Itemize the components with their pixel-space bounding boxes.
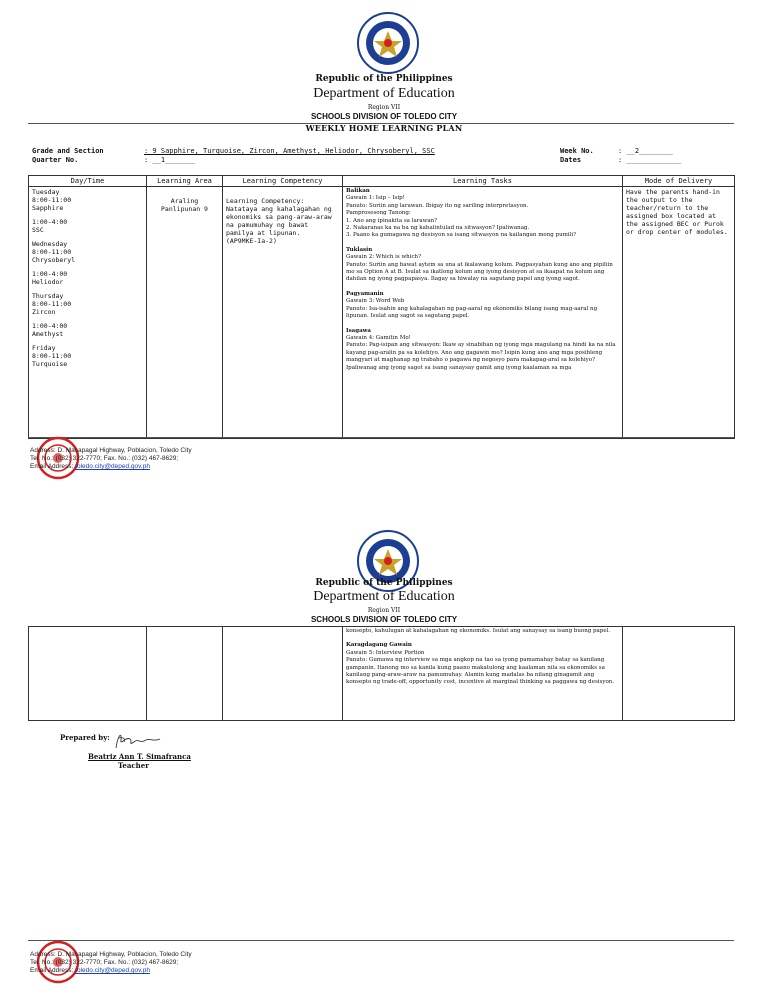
schedule-section: Amethyst (32, 330, 64, 338)
schedule-time: 8:00-11:00 (32, 300, 72, 308)
schedule-section: Sapphire (32, 204, 64, 212)
learning-plan-table-continued (28, 626, 735, 721)
republic-text: Republic of the Philippines (315, 74, 453, 84)
learning-plan-table (28, 175, 735, 439)
teacher-name: Beatriz Ann T. Simafranca (88, 752, 191, 761)
schedule-time: 1:00-4:00 (32, 270, 68, 278)
task-block-balikan: Balikan Gawain 1: Isip – Isip! Panuto: Suriin ang larawan. Ibigay ito ng sariling interpretasyon. Pamprosesong Tanong: 1. Ano ang ipinakita sa larawan? 2. Nakaranas ka na ba ng kahalintulad na sitwasyon? Ipaliwanag. 3. Paano ka gumagawa ng desisyon sa isang sitwasyon na kailangan mong pumili? (346, 188, 577, 239)
teacher-role: Teacher (118, 761, 149, 770)
learning-tasks-cell (343, 187, 623, 439)
prepared-by-label: Prepared by: (60, 733, 110, 742)
table-row (29, 627, 735, 721)
day-time-cell (29, 187, 147, 439)
task-block-continued: konsepto, kahulugan at kahalagahan ng ekonomiks. Isulat ang sanaysay sa isang buong papel. (346, 628, 611, 634)
schedule-list (32, 188, 143, 368)
learning-competency-cell (223, 187, 343, 439)
plan-title: WEEKLY HOME LEARNING PLAN (305, 123, 463, 133)
header-day-time: Day/Time (29, 176, 147, 187)
week-label: Week No. (560, 147, 594, 155)
schedule-time: 1:00-4:00 (32, 218, 68, 226)
mode-of-delivery-cell (623, 627, 735, 721)
task-block-pagyamanin: Pagyamanin Gawain 3: Word Web Panuto: Isa-isahin ang kahalagahan ng pag-aaral ng ekonomiks bilang isang mag-aaral ng lipunan. Isulat ang sagot sa sagutang papel. (346, 290, 598, 320)
learning-area-cell: Araling Panlipunan 9 (147, 187, 223, 439)
day-time-cell (29, 627, 147, 721)
week-value: : __2________ (618, 147, 673, 155)
schedule-section: SSC (32, 226, 44, 234)
region-text: Region VII (367, 607, 401, 614)
schedule-section: Zircon (32, 308, 56, 316)
grade-label: Grade and Section (32, 147, 104, 155)
email-link[interactable]: toledo.city@deped.gov.ph (75, 463, 150, 470)
republic-text: Republic of the Philippines (315, 578, 453, 588)
learning-competency-cell (223, 627, 343, 721)
page-1 (0, 0, 768, 500)
deped-seal-icon (357, 12, 419, 74)
department-text: Department of Education (313, 86, 455, 101)
quarter-value: : __1_______ (144, 156, 195, 164)
schedule-time: 8:00-11:00 (32, 352, 72, 360)
task-block-karagdagang-gawain: Karagdagang Gawain Gawain 5: Interview Portion Panuto: Gumawa ng interview sa mga angkop na tao sa iyong pamamahay batay sa kanilang gampanin. Itanong mo sa kanila kung paano makatulong ang kaalaman nila sa ekonomiks sa kanilang pang-araw-araw na pamumuhay. Alamin kung madalas ba nilang ginagamit ang konsepto ng trade-off, opportunity cost, incentive at marginal thinking sa paggawa ng desisyon. (346, 642, 615, 686)
quarter-label: Quarter No. (32, 156, 79, 164)
table-header-row (29, 176, 735, 187)
header-learning-competency: Learning Competency (223, 176, 343, 187)
footer-address: Address: D. Macapagal Highway, Poblacion, Toledo City Tel. No.: (032) 322-7770; Fax. No.: (032) 467-8629; Email Address: toledo.city@deped.gov.ph (30, 447, 192, 470)
header-mode-of-delivery: Mode of Delivery (623, 176, 735, 187)
schedule-section: Turquoise (32, 360, 68, 368)
division-text: SCHOOLS DIVISION OF TOLEDO CITY (310, 615, 458, 624)
header-learning-area: Learning Area (147, 176, 223, 187)
table-row (29, 187, 735, 439)
competency-code: (AP9MKE-Ia-2) (226, 237, 277, 245)
signature-icon (88, 730, 178, 752)
division-text: SCHOOLS DIVISION OF TOLEDO CITY (310, 112, 458, 121)
mode-of-delivery-cell: Have the parents hand-in the output to the teacher/return to the assigned box located at the assigned BEC or Purok or drop center of modules. (623, 187, 735, 439)
learning-tasks-cell (343, 627, 623, 721)
footer-divider (28, 940, 734, 941)
schedule-time: 1:00-4:00 (32, 322, 68, 330)
learning-area-cell (147, 627, 223, 721)
schedule-day: Wednesday (32, 240, 68, 248)
dates-label: Dates (560, 156, 582, 164)
footer-divider (28, 437, 734, 438)
grade-value: : 9 Sapphire, Turquoise, Zircon, Amethyst, Heliodor, Chrysoberyl, SSC (144, 147, 435, 155)
schedule-day: Tuesday (32, 188, 60, 196)
task-block-tuklasin: Tuklasin Gawain 2: Which is which? Panuto: Suriin ang bawat aytem sa una at ikalawang kolum. Pagpasyahan kung ano ang pipiliin mo sa Option A at B. Isulat sa ikatlong kolum ang iyong desisyon at sa ikaapat na kolum ang dahilan ng iyong pagpapasya. Ilagay sa hiwalay na sagutang papel ang iyong sagot. (346, 246, 613, 283)
schedule-day: Thursday (32, 292, 64, 300)
schedule-time: 8:00-11:00 (32, 196, 72, 204)
competency-text: Natataya ang kahalagahan ng ekonomiks sa pang-araw-araw na pamumuhay ng bawat pamilya at lipunan. (226, 205, 332, 237)
schedule-day: Friday (32, 344, 56, 352)
header-learning-tasks: Learning Tasks (343, 176, 623, 187)
region-text: Region VII (367, 104, 401, 111)
footer-address: Address: D. Macapagal Highway, Poblacion, Toledo City Tel. No.: (032) 322-7770; Fax. No.: (032) 467-8629; Email Address: toledo.city@deped.gov.ph (30, 951, 192, 974)
email-link[interactable]: toledo.city@deped.gov.ph (75, 967, 150, 974)
schedule-time: 8:00-11:00 (32, 248, 72, 256)
department-text: Department of Education (313, 589, 455, 604)
schedule-section: Heliodor (32, 278, 64, 286)
competency-label: Learning Competency: (226, 197, 305, 205)
page-2 (0, 500, 768, 1006)
schedule-section: Chrysoberyl (32, 256, 76, 264)
task-block-isagawa: Isagawa Gawain 4: Gamitin Mo! Panuto: Pag-isipan ang sitwasyon: Ikaw ay sinabihan ng iyong mga magulang na hindi ka na nila kayang pag-aralin pa sa kolehiyo. Ano ang gagawin mo? Isipin kung ano ang mga posibleng mangyari at maghanap ng trabaho o pagawa ng negosyo para makapag-aral sa kolehiyo? Ipaliwanag ang iyong sagot sa isang sanaysay gamit ang iyong kaalaman sa mga (346, 327, 616, 371)
dates-value: : _____________ (618, 156, 682, 164)
